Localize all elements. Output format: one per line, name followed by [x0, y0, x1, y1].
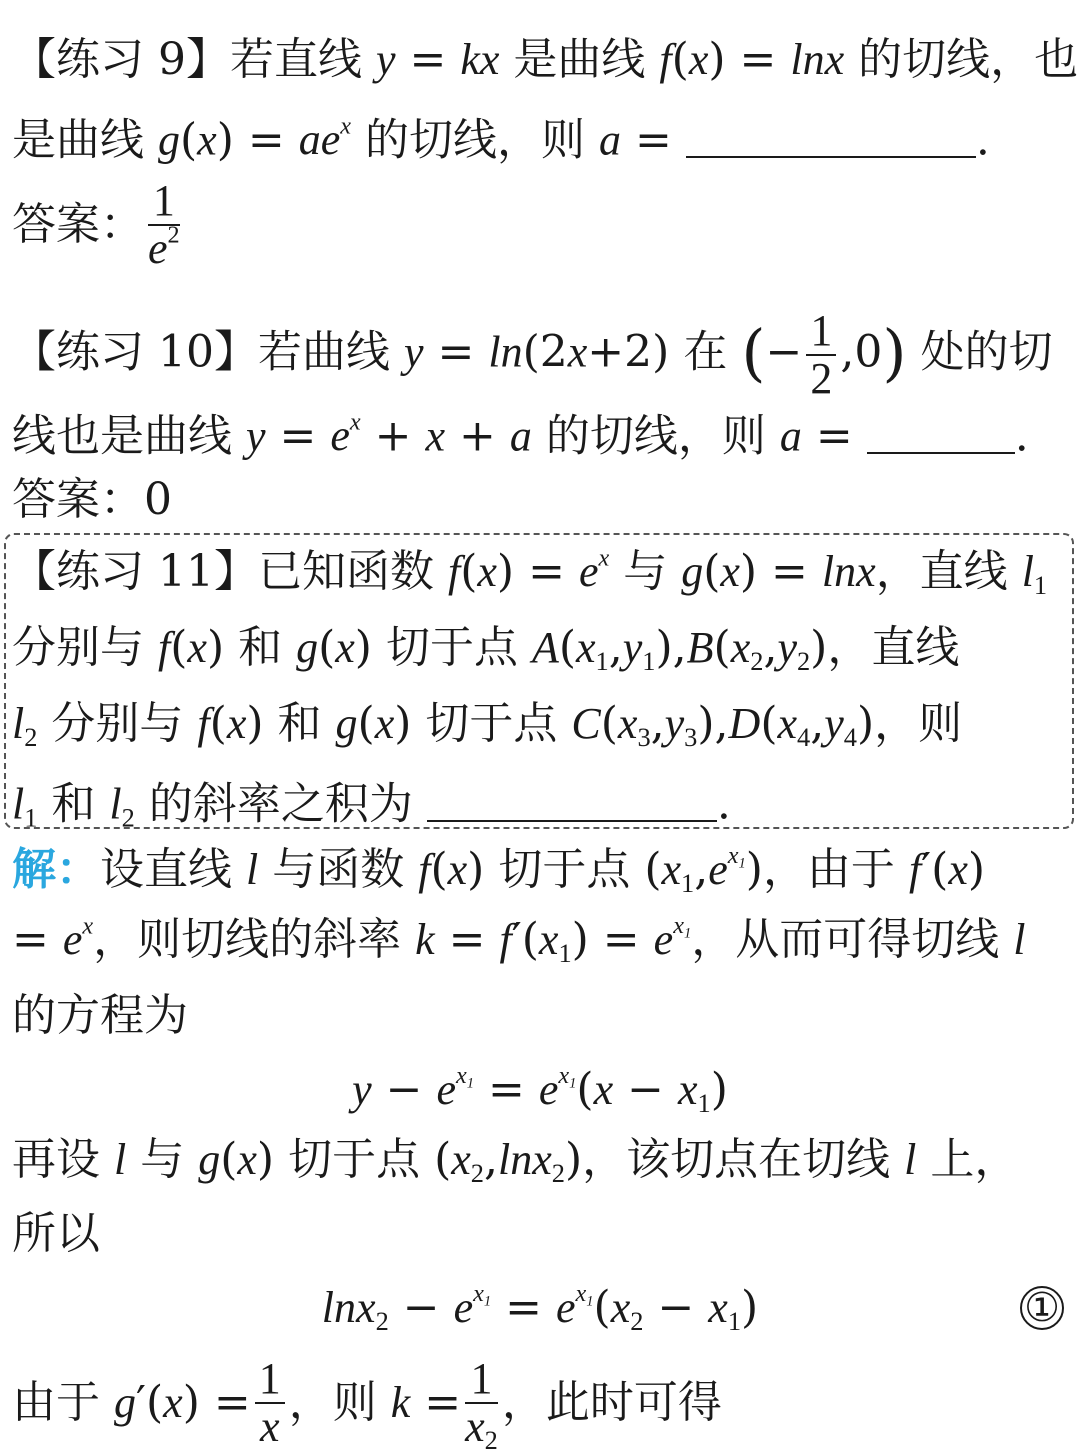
solution-line-1: 解：设直线 l 与函数 f(x) 切于点 $(x_1,e^{x_1})$，由于 f′(x): [12, 842, 986, 898]
ex11-line-3: $l_2$ 分别与 f(x) 和 g(x) 切于点 $C(x_3,y_3),D(x_4,y_4)$，则: [12, 698, 963, 752]
ex9-line-1: 【练习 9】若直线 y = kx 是曲线 f(x) = lnx 的切线，也: [12, 34, 1079, 85]
ex9-label: 【练习 9】: [12, 34, 230, 85]
ex11-line-2: 分别与 f(x) 和 g(x) 切于点 $A(x_1,y_1),B(x_2,y_2)$，直线: [12, 622, 960, 676]
ex11-label: 【练习 11】: [12, 546, 258, 597]
solution-line-2: = $e^x$，则切线的斜率 $k = f'(x_1) = e^{x_1}$，从而可得切线 l: [12, 912, 1026, 968]
equation-number: ①: [1020, 1286, 1064, 1330]
solution-line-3: 的方程为: [12, 990, 188, 1041]
ex10-line-2: 线也是曲线 $y = e^x + x + a$ 的切线，则 a = .: [12, 408, 1029, 462]
equation-1: $\ln x_2 - e^{x_1} = e^{x_1}(x_2 - x_1)$: [321, 1280, 759, 1336]
answer-blank: [427, 776, 717, 822]
ex10-label: 【练习 10】: [12, 326, 258, 378]
ex11-line-1: 【练习 11】已知函数 $f(x) = e^x$ 与 g(x) = lnx，直线 $l_1$: [12, 544, 1048, 600]
ex11-line-4: $l_1$ 和 $l_2$ 的斜率之积为 .: [12, 776, 731, 826]
tangent-equation: $y - e^{x_1} = e^{x_1}(x - x_1)$: [352, 1062, 728, 1118]
answer-blank: [686, 112, 976, 158]
ex10-line-1: 【练习 10】若曲线 y = ln(2x+2) 在 (− $\frac{1}{2}$ ,0) 处的切: [12, 306, 1053, 404]
answer-fraction: $\frac{1}{e^2}$: [148, 176, 180, 274]
solution-line-5: 所以: [12, 1208, 100, 1259]
ex9-answer: 答案： $\frac{1}{e^2}$: [12, 176, 180, 274]
solution-line-6: 由于 g′(x) = $\frac{1}{x}$ ，则 k = $\frac{1}{x_2}$ ，此时可得: [12, 1354, 722, 1455]
ex9-line-2: 是曲线 $g(x) = ae^x$ 的切线，则 a = .: [12, 112, 990, 166]
answer-blank: [867, 408, 1015, 454]
solution-line-4: 再设 l 与 g(x) 切于点 $(x_2,\ln x_2)$，该切点在切线 l 上，: [12, 1134, 1019, 1188]
solution-label: 解：: [12, 844, 100, 895]
ex10-answer: 答案：0: [12, 474, 172, 525]
